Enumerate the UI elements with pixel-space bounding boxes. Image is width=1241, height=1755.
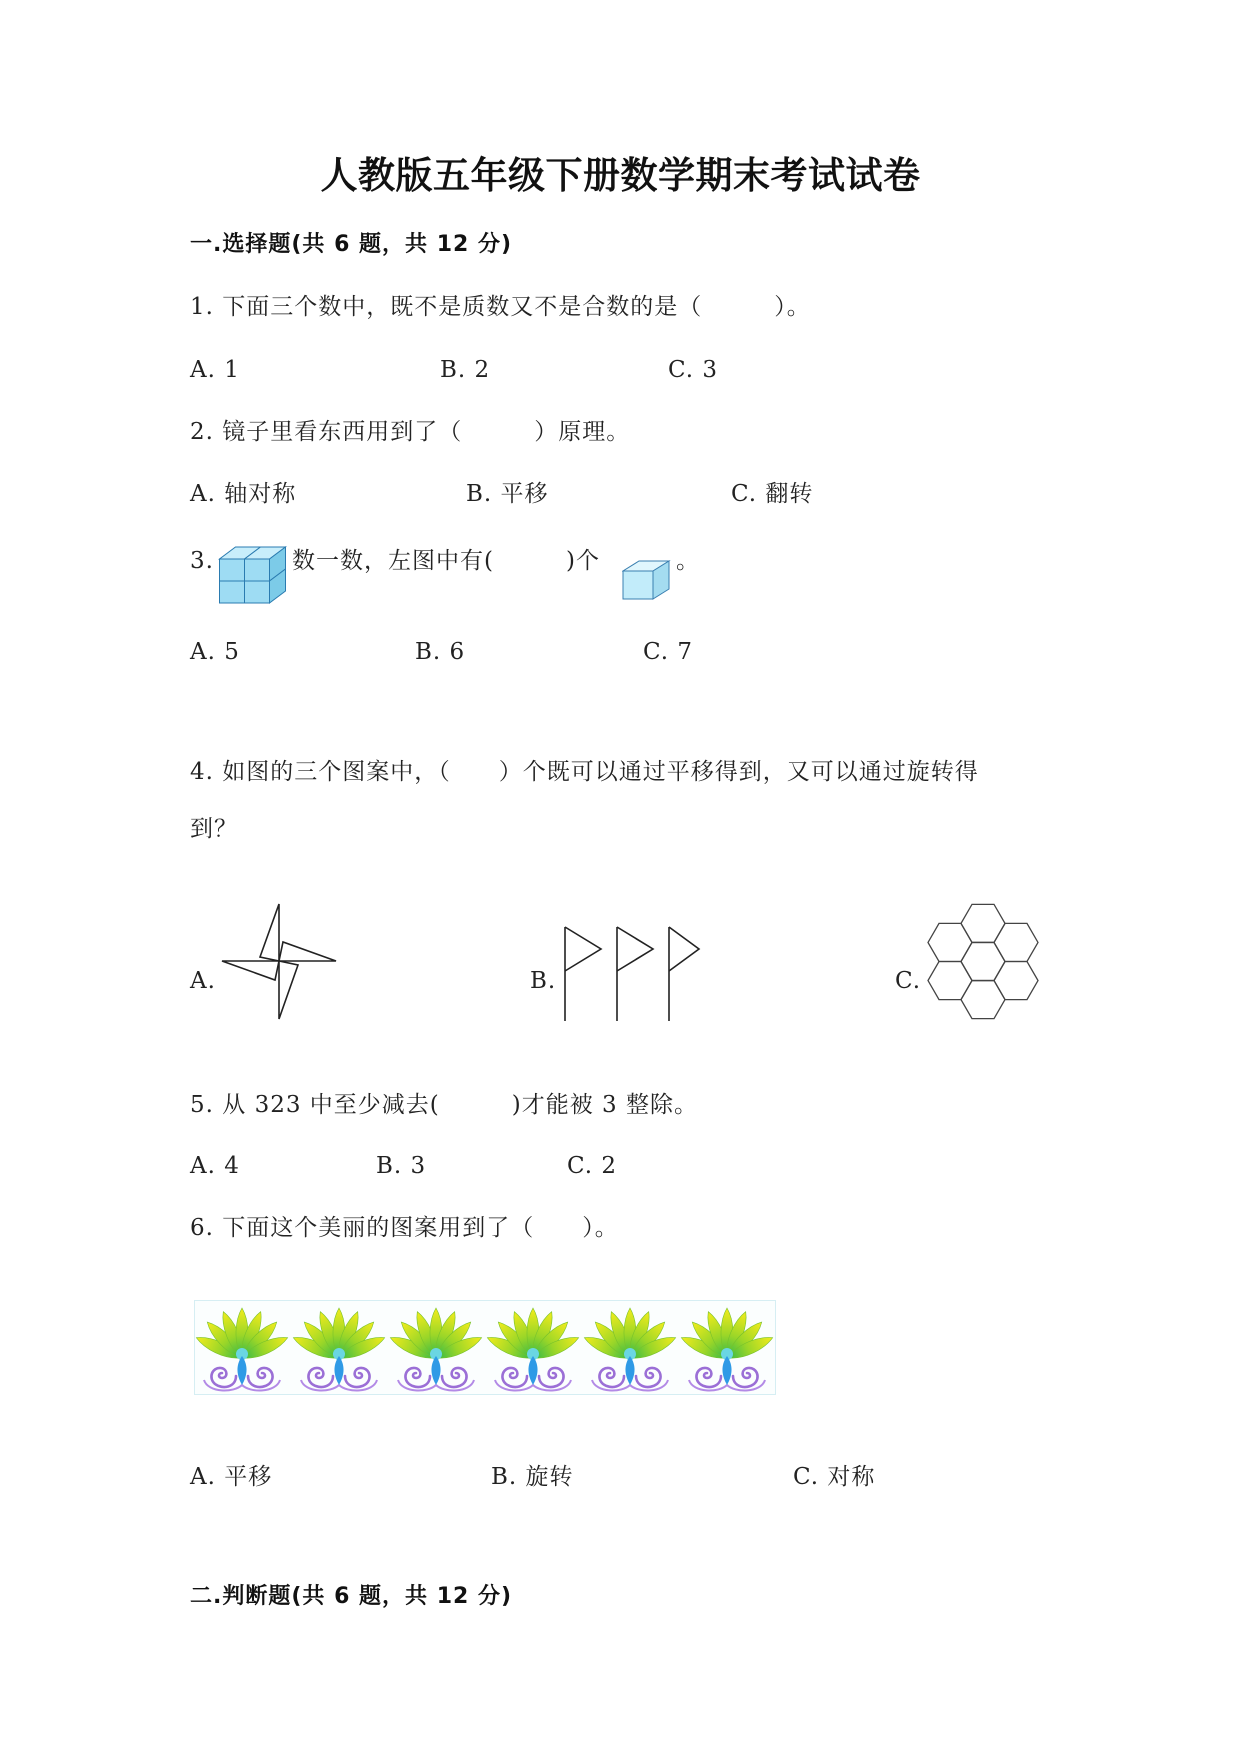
flag [617,927,653,1021]
pinwheel-blade-bottom [279,961,298,1019]
question-5-option-b: B. 3 [376,1153,427,1179]
hexagon [961,942,1005,980]
question-1-option-b: B. 2 [440,357,491,383]
question-3-option-c: C. 7 [643,639,694,665]
question-6-option-c: C. 对称 [793,1464,876,1490]
question-2-stem: 2. 镜子里看东西用到了（ ）原理。 [190,419,631,445]
pinwheel-blade-left [222,961,279,980]
unit-cube-icon [622,560,672,600]
question-3-option-a: A. 5 [190,639,240,665]
question-3-stem: 数一数，左图中有( )个 [292,548,600,574]
pinwheel-blade-top [260,904,279,961]
pinwheel-figure [220,902,338,1021]
question-6-option-a: A. 平移 [190,1464,273,1490]
decorative-border-pattern [194,1300,776,1395]
cube-front-faces [220,559,270,603]
question-3-number: 3. [190,548,214,574]
question-1-option-a: A. 1 [190,357,240,383]
question-5-option-a: A. 4 [190,1153,240,1179]
question-6-option-b: B. 旋转 [491,1464,574,1490]
hexagon [961,904,1005,942]
section-heading-true-false: 二.判断题(共 6 题，共 12 分) [190,1584,513,1609]
question-4-figure-label-b: B. [530,968,557,994]
exam-title: 人教版五年级下册数学期末考试试卷 [320,153,921,197]
flag [669,927,699,1021]
question-5-stem: 5. 从 323 中至少减去( )才能被 3 整除。 [190,1092,698,1118]
question-1-option-c: C. 3 [668,357,719,383]
question-4-stem-line-1: 4. 如图的三个图案中，（ ）个既可以通过平移得到，又可以通过旋转得 [190,759,979,785]
section-heading-multiple-choice: 一.选择题(共 6 题，共 12 分) [190,232,513,257]
question-4-figure-label-a: A. [190,968,216,994]
hexagon [928,962,972,1000]
question-3-option-b: B. 6 [415,639,466,665]
question-3-end-punctuation: 。 [676,548,700,574]
hexagon-flower-figure [925,902,1041,1021]
question-2-option-a: A. 轴对称 [190,481,297,507]
three-flags-figure [562,925,702,1021]
hexagon [994,962,1038,1000]
hexagon [961,981,1005,1019]
hexagon [928,923,972,961]
hexagon [994,923,1038,961]
question-2-option-c: C. 翻转 [731,481,814,507]
cube-stack-figure [218,545,289,605]
flag [565,927,601,1021]
question-1-stem: 1. 下面三个数中，既不是质数又不是合数的是（ ）。 [190,294,811,320]
question-5-option-c: C. 2 [567,1153,618,1179]
question-6-stem: 6. 下面这个美丽的图案用到了（ ）。 [190,1215,619,1241]
pinwheel-blade-right [279,942,336,961]
question-4-figure-label-c: C. [895,968,922,994]
question-4-stem-line-2: 到？ [190,816,238,842]
question-2-option-b: B. 平移 [466,481,549,507]
